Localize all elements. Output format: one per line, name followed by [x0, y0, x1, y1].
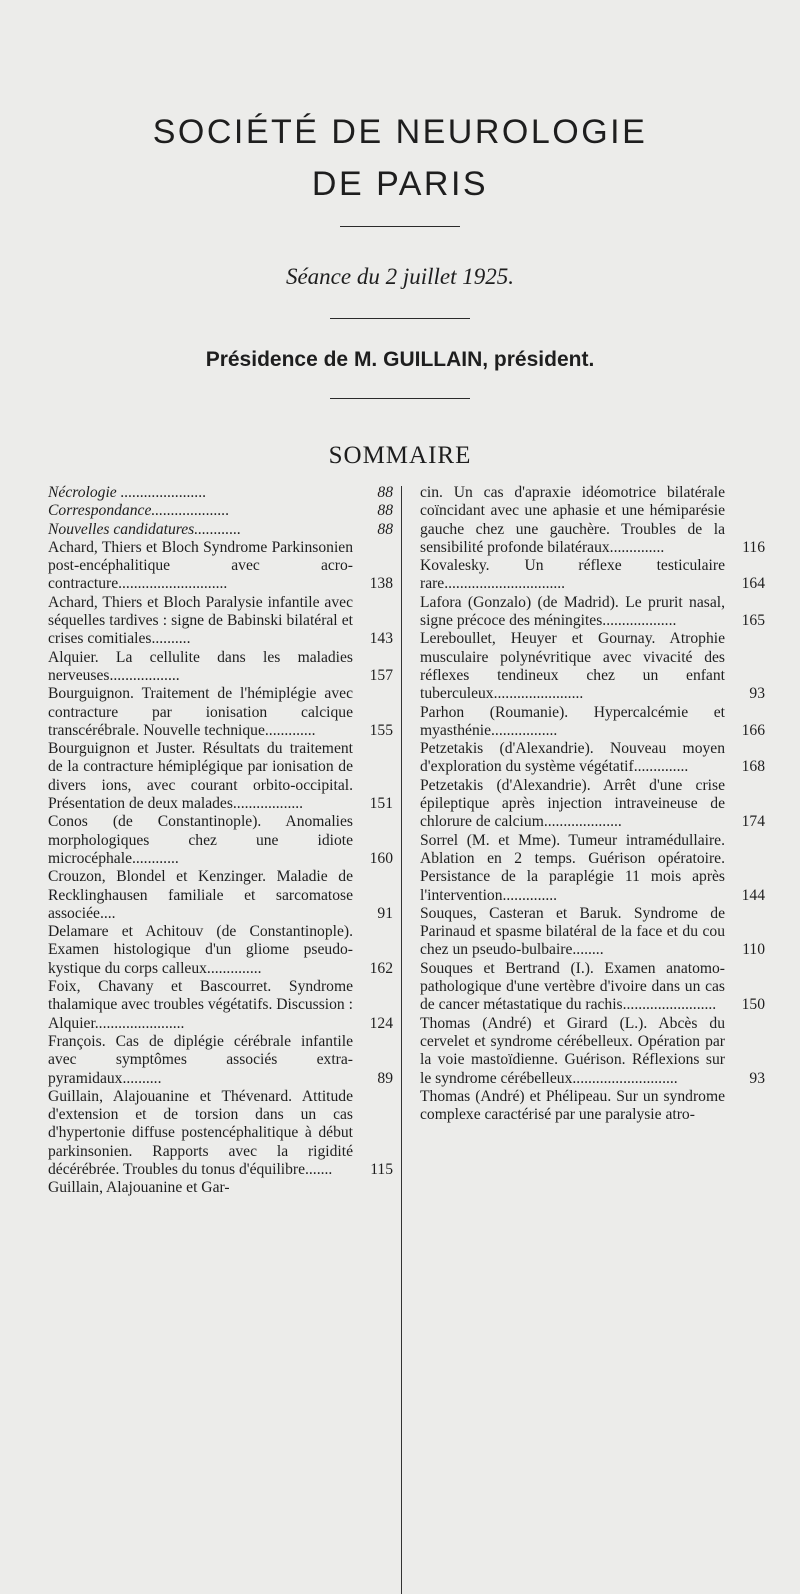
toc-entry-page: 165 — [741, 612, 765, 630]
toc-entry-text: Bourguignon. Traitement de l'hémiplégie avec contracture par ionisation calcique transcérébrale. Nouvelle technique............. — [48, 685, 353, 739]
toc-entry-text: Thomas (André) et Girard (L.). Abcès du cervelet et syndrome cérébelleux. Opération par la voie mastoïdienne. Guérison. Réflexions sur le syndrome cérébelleux........................... — [420, 1014, 725, 1087]
title-divider — [340, 226, 460, 227]
toc-entry-page: 115 — [370, 1160, 393, 1178]
toc-entry — [420, 594, 765, 631]
toc-entry-page: 157 — [369, 666, 393, 684]
toc-entry — [48, 868, 393, 923]
toc-entry-page: 88 — [377, 520, 393, 538]
toc-entry — [48, 502, 393, 520]
sommaire-heading: SOMMAIRE — [328, 442, 472, 469]
presidence-divider — [330, 398, 470, 399]
toc-entry — [48, 740, 393, 813]
toc-entry-page: 162 — [369, 959, 393, 977]
toc-entry-page: 150 — [741, 996, 765, 1014]
toc-entry-text: Souques, Casteran et Baruk. Syndrome de Parinaud et spasme bilatéral de la face et du cou chez un pseudo-bulbaire........ — [420, 904, 725, 959]
toc-entry-page: 138 — [369, 575, 393, 593]
toc-entry — [48, 813, 393, 868]
toc-entry-text: Petzetakis (d'Alexandrie). Nouveau moyen d'exploration du système végétatif.............. — [420, 740, 725, 776]
toc-entry — [48, 1179, 393, 1197]
toc-entry-page: 116 — [742, 538, 765, 556]
journal-title-line-2: DE PARIS — [311, 165, 489, 203]
toc-entry — [420, 484, 765, 557]
toc-entry-text: Guillain, Alajouanine et Gar- — [48, 1179, 230, 1197]
toc-entry — [48, 923, 393, 978]
toc-entry-page: 143 — [369, 630, 393, 648]
toc-entry — [420, 777, 765, 832]
toc-entry-page: 110 — [742, 941, 765, 959]
toc-entry-page: 91 — [377, 904, 393, 922]
toc-entry-text: Delamare et Achitouv (de Constantinople). Examen histologique d'un gliome pseudo-kystique du corps calleux.............. — [48, 923, 353, 977]
toc-entry — [48, 484, 393, 502]
journal-title-line-1: SOCIÉTÉ DE NEUROLOGIE — [152, 113, 648, 151]
toc-entry-page: 168 — [741, 758, 765, 776]
toc-entry-page: 88 — [377, 502, 393, 520]
toc-entry-page: 174 — [741, 813, 765, 831]
toc-entry-page: 124 — [369, 1014, 393, 1032]
toc-entry — [420, 704, 765, 741]
toc-entry — [420, 1015, 765, 1088]
toc-entry-text: Guillain, Alajouanine et Thévenard. Attitude d'extension et de torsion dans un cas d'hypertonie diffuse postencéphalitique à début parkinsonien. Rapports avec la rigidité décérébrée. Troubles du tonus d'équilibre....... — [48, 1087, 353, 1178]
toc-entry-text: Correspondance.................... — [48, 502, 230, 520]
toc-entry — [420, 740, 765, 777]
toc-entry-page: 166 — [741, 721, 765, 739]
toc-entry-page: 88 — [377, 484, 393, 501]
toc-entry-text: Lafora (Gonzalo) (de Madrid). Le prurit nasal, signe précoce des méningites................... — [420, 593, 725, 630]
toc-entry — [420, 832, 765, 905]
toc-entry-text: Foix, Chavany et Bascourret. Syndrome thalamique avec troubles végétatifs. Discussion : Alquier....................... — [48, 978, 353, 1032]
toc-entry-text: Crouzon, Blondel et Kenzinger. Maladie de Recklinghausen familiale et sarcomatose associée.... — [48, 868, 353, 922]
toc-entry-text: Bourguignon et Juster. Résultats du traitement de la contracture hémiplégique par ionisation de divers ions, avec courant orbito-occipital. Présentation de deux malades.................. — [48, 740, 353, 813]
right-column — [420, 484, 765, 1124]
toc-entry-text: Sorrel (M. et Mme). Tumeur intramédullaire. Ablation en 2 temps. Guérison opératoire. Persistance de la paraplégie 11 mois après l'intervention.............. — [420, 831, 725, 904]
toc-entry-page: 89 — [377, 1069, 393, 1087]
toc-entry — [420, 960, 765, 1015]
toc-entry — [48, 1088, 393, 1179]
toc-entry-text: cin. Un cas d'apraxie idéomotrice bilatérale coïncidant avec une aphasie et une hémiparésie gauche chez une gauchère. Troubles de la sensibilité profonde bilatéraux.............. — [420, 484, 725, 556]
toc-entry-text: Achard, Thiers et Bloch Syndrome Parkinsonien post-encéphalitique avec acro-contracture............................ — [48, 538, 353, 593]
toc-entry-page: 144 — [741, 886, 765, 904]
toc-entry-text: Petzetakis (d'Alexandrie). Arrêt d'une crise épileptique après injection intraveineuse de chlorure de calcium.................... — [420, 776, 725, 831]
toc-entry — [48, 521, 393, 539]
toc-entry-page: 151 — [369, 795, 393, 813]
toc-entry-page: 93 — [749, 685, 765, 703]
toc-entry — [48, 978, 393, 1033]
column-divider — [401, 486, 402, 1594]
toc-entry — [48, 594, 393, 649]
toc-entry-text: Nouvelles candidatures............ — [48, 520, 242, 538]
toc-entry — [420, 630, 765, 703]
toc-entry-page: 93 — [749, 1069, 765, 1087]
toc-entry — [420, 1088, 765, 1125]
toc-entry-text: Parhon (Roumanie). Hypercalcémie et myasthénie................. — [420, 703, 725, 739]
seance-divider — [330, 318, 470, 319]
toc-entry-text: Conos (de Constantinople). Anomalies morphologiques chez une idiote microcéphale............ — [48, 813, 353, 867]
toc-entry — [420, 557, 765, 594]
toc-entry — [48, 1033, 393, 1088]
toc-entry-text: Lereboullet, Heuyer et Gournay. Atrophie musculaire polynévritique avec vivacité des réflexes tendineux chez un enfant tuberculeux....................... — [420, 630, 725, 703]
toc-entry-text: François. Cas de diplégie cérébrale infantile avec symptômes associés extra-pyramidaux.......... — [48, 1032, 353, 1087]
toc-entry-page: 164 — [741, 575, 765, 593]
toc-entry — [48, 649, 393, 686]
toc-entry — [420, 905, 765, 960]
toc-entry-text: Nécrologie ...................... — [48, 484, 207, 501]
seance-date: Séance du 2 juillet 1925. — [285, 264, 515, 289]
toc-entry-page: 155 — [369, 721, 393, 739]
toc-entry-text: Alquier. La cellulite dans les maladies nerveuses.................. — [48, 648, 353, 684]
toc-entry-text: Souques et Bertrand (I.). Examen anatomo-pathologique d'une vertèbre d'ivoire dans un cas de cancer métastatique du rachis........................ — [420, 959, 725, 1014]
presidence-line: Présidence de M. GUILLAIN, président. — [205, 348, 595, 371]
toc-entry-text: Thomas (André) et Phélipeau. Sur un syndrome complexe caractérisé par une paralysie atro- — [420, 1087, 725, 1124]
toc-entry — [48, 539, 393, 594]
toc-entry-text: Achard, Thiers et Bloch Paralysie infantile avec séquelles tardives : signe de Babinski bilatéral et crises comitiales.......... — [48, 593, 353, 648]
left-column — [48, 484, 393, 1198]
toc-entry-page: 160 — [369, 849, 393, 867]
toc-entry — [48, 685, 393, 740]
toc-entry-text: Kovalesky. Un réflexe testiculaire rare............................... — [420, 557, 725, 593]
